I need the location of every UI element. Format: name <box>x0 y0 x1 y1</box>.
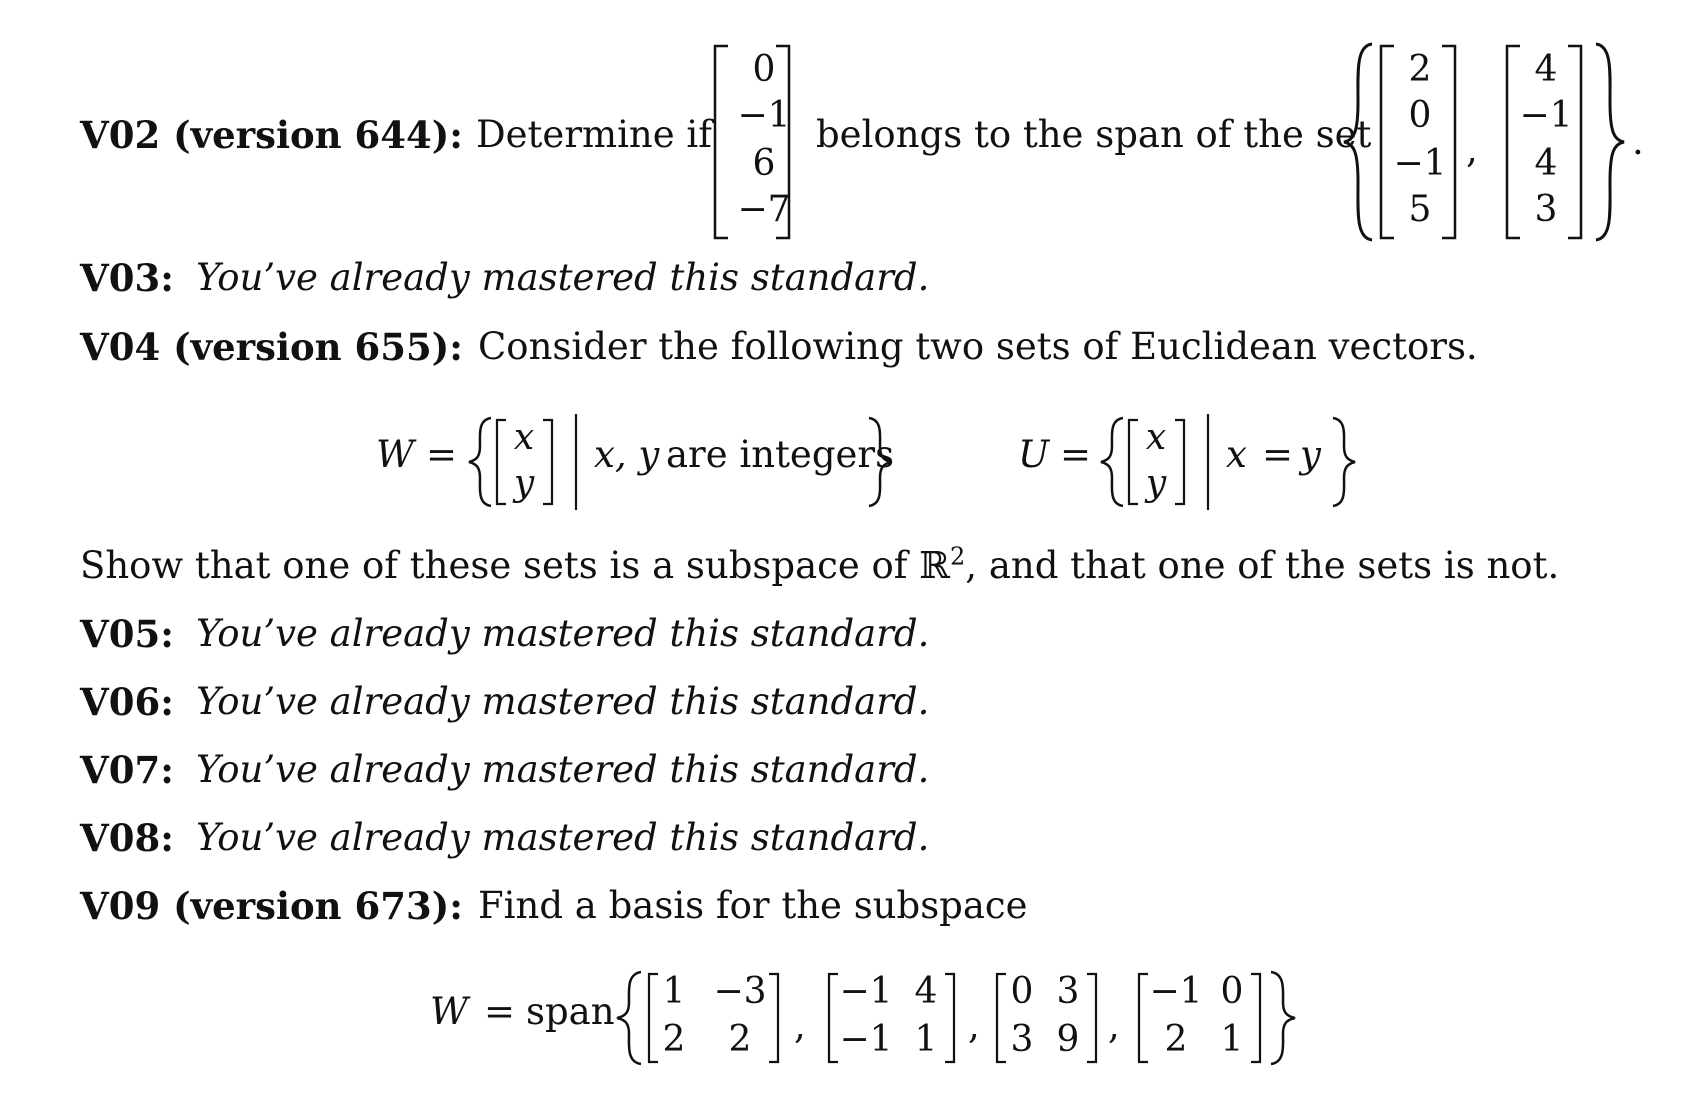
matrix-entry: 1 <box>914 1019 938 1060</box>
v04-label: V04 (version 655): <box>80 325 463 369</box>
equals-sign: = <box>1060 433 1092 476</box>
matrix-entry: 1 <box>1220 1019 1244 1060</box>
matrix-entry: 4 <box>914 971 938 1012</box>
left-brace-icon <box>466 416 494 508</box>
v02-set-entry: 5 <box>1408 189 1432 230</box>
v08-label: V08: <box>80 816 174 860</box>
u-symbol: U <box>1018 433 1050 476</box>
v04-show-statement <box>80 544 1559 587</box>
right-brace-icon <box>1592 42 1628 242</box>
v02-set-entry: 3 <box>1534 189 1558 230</box>
v02-comma: , <box>1466 128 1478 171</box>
right-brace-icon <box>1268 970 1298 1066</box>
v06-text: You’ve already mastered this standard. <box>196 680 930 723</box>
right-brace-icon <box>1330 416 1358 508</box>
v02-middle-text: belongs to the span of the set <box>816 113 1372 156</box>
v02-lead-text: Determine if <box>476 113 712 156</box>
vector-y: y <box>513 463 535 504</box>
w-condition-vars: x, y <box>594 433 660 476</box>
right-brace-icon <box>866 416 894 508</box>
matrix-entry: 9 <box>1056 1019 1080 1060</box>
w-condition-text: are integers <box>666 433 895 476</box>
v02-period: . <box>1632 120 1644 163</box>
u-condition-y: y <box>1300 433 1321 476</box>
equals-sign: = <box>484 990 516 1033</box>
matrix-entry: 1 <box>662 971 686 1012</box>
matrix-entry: 0 <box>1220 971 1244 1012</box>
left-brace-icon <box>614 970 644 1066</box>
right-bracket-icon <box>540 420 556 504</box>
matrix-entry: 2 <box>662 1019 686 1060</box>
span-operator: span <box>526 990 615 1033</box>
left-bracket-icon <box>712 46 732 238</box>
matrix-entry: 2 <box>728 1019 752 1060</box>
vector-x: x <box>1145 417 1167 458</box>
right-bracket-icon <box>1172 420 1188 504</box>
vertical-bar-icon <box>574 414 578 510</box>
left-brace-icon <box>1340 42 1376 242</box>
vertical-bar-icon <box>1206 414 1210 510</box>
v02-vector-entry: −1 <box>737 95 791 136</box>
v02-vector-entry: 0 <box>752 49 776 90</box>
v09-text: Find a basis for the subspace <box>478 884 1028 927</box>
v05-label: V05: <box>80 612 174 656</box>
matrix-entry: 3 <box>1010 1019 1034 1060</box>
v06-label: V06: <box>80 680 174 724</box>
right-bracket-icon <box>772 46 792 238</box>
equals-sign: = <box>426 433 458 476</box>
matrix-entry: −1 <box>1149 971 1203 1012</box>
v02-set-entry: 0 <box>1408 95 1432 136</box>
right-bracket-icon <box>942 974 958 1062</box>
show-post: , and that one of the sets is not. <box>965 544 1560 587</box>
matrix-comma: , <box>1108 1004 1120 1047</box>
right-bracket-icon <box>1248 974 1264 1062</box>
v05-text: You’ve already mastered this standard. <box>196 612 930 655</box>
v02-label: V02 (version 644): <box>80 113 463 157</box>
v07-label: V07: <box>80 748 174 792</box>
v03-text: You’ve already mastered this standard. <box>196 256 930 299</box>
v03-label: V03: <box>80 256 174 300</box>
v02-vector-entry: 6 <box>752 143 776 184</box>
v02-set-entry: 2 <box>1408 49 1432 90</box>
v02-set-entry: 4 <box>1534 49 1558 90</box>
matrix-entry: 2 <box>1164 1019 1188 1060</box>
vector-y: y <box>1145 463 1167 504</box>
v02-set-entry: 4 <box>1534 143 1558 184</box>
matrix-entry: 0 <box>1010 971 1034 1012</box>
matrix-entry: −1 <box>839 971 893 1012</box>
w-symbol: W <box>430 990 469 1033</box>
right-bracket-icon <box>1564 46 1584 238</box>
show-superscript: 2 <box>950 542 966 571</box>
v04-text: Consider the following two sets of Euclidean vectors. <box>478 325 1478 368</box>
vector-x: x <box>513 417 535 458</box>
matrix-entry: −1 <box>839 1019 893 1060</box>
u-condition-x: x <box>1226 433 1247 476</box>
matrix-entry: −3 <box>713 971 767 1012</box>
matrix-comma: , <box>968 1004 980 1047</box>
right-bracket-icon <box>766 974 782 1062</box>
matrix-comma: , <box>794 1004 806 1047</box>
v02-set-entry: −1 <box>1393 143 1447 184</box>
v08-text: You’ve already mastered this standard. <box>196 816 930 859</box>
left-brace-icon <box>1098 416 1126 508</box>
v02-set-entry: −1 <box>1519 95 1573 136</box>
v07-text: You’ve already mastered this standard. <box>196 748 930 791</box>
matrix-entry: 3 <box>1056 971 1080 1012</box>
right-bracket-icon <box>1084 974 1100 1062</box>
right-bracket-icon <box>1438 46 1458 238</box>
v02-vector-entry: −7 <box>737 189 791 230</box>
show-pre: Show that one of these sets is a subspace of ℝ <box>80 544 951 587</box>
v09-label: V09 (version 673): <box>80 884 463 928</box>
w-symbol: W <box>376 433 415 476</box>
u-condition-eq: = <box>1262 433 1294 476</box>
